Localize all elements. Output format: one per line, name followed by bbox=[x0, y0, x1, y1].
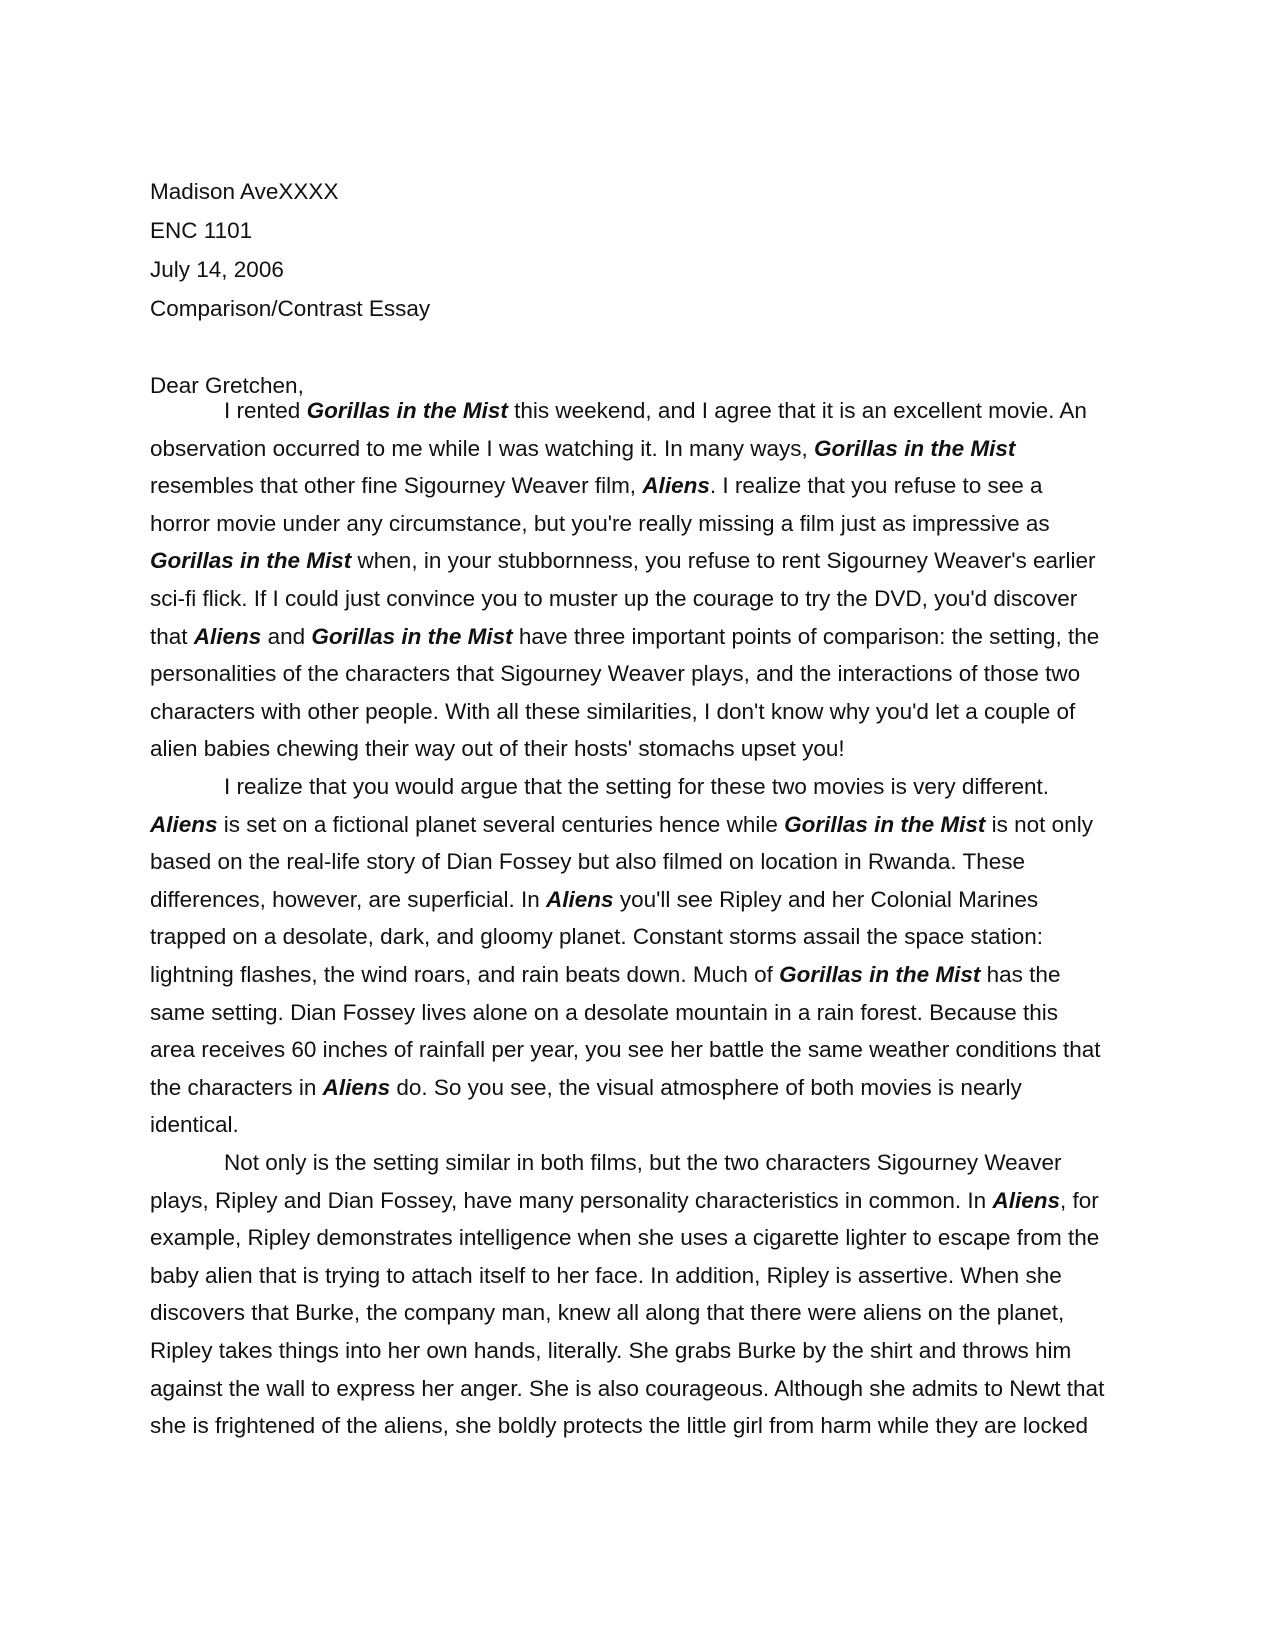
text-run: when, in your stubbornness, you refuse to rent Sigourney Weaver's earlier bbox=[351, 548, 1096, 574]
text-line bbox=[150, 1112, 239, 1138]
film-title: Aliens bbox=[150, 811, 218, 837]
text-line bbox=[150, 1338, 1071, 1364]
text-run: same setting. Dian Fossey lives alone on a desolate mountain in a rain forest. Because this bbox=[150, 999, 1058, 1025]
text-line bbox=[150, 1188, 1099, 1214]
assignment-title: Comparison/Contrast Essay bbox=[150, 296, 431, 321]
text-line bbox=[150, 548, 1096, 574]
text-line bbox=[150, 1263, 1062, 1289]
text-line bbox=[150, 1000, 1058, 1026]
film-title: Aliens bbox=[992, 1187, 1060, 1213]
text-run: trapped on a desolate, dark, and gloomy planet. Constant storms assail the space station: bbox=[150, 924, 1044, 950]
text-line bbox=[150, 1075, 1022, 1101]
text-line bbox=[150, 1225, 1099, 1251]
text-run: horror movie under any circumstance, but you're really missing a film just as impressive as bbox=[150, 510, 1050, 536]
text-run: Ripley takes things into her own hands, literally. She grabs Burke by the shirt and throws him bbox=[150, 1338, 1072, 1363]
film-title: Gorillas in the Mist bbox=[311, 623, 513, 649]
text-run: personalities of the characters that Sigourney Weaver plays, and the interactions of those two bbox=[150, 661, 1081, 687]
text-line bbox=[150, 586, 1077, 612]
text-line bbox=[150, 812, 1093, 838]
text-run: area receives 60 inches of rainfall per year, you see her battle the same weather conditions that bbox=[150, 1037, 1101, 1063]
essay-header bbox=[150, 172, 430, 328]
text-line bbox=[150, 1413, 1088, 1439]
film-title: Gorillas in the Mist bbox=[779, 962, 981, 987]
text-run: characters with other people. With all these similarities, I don't know why you'd let a couple of bbox=[150, 698, 1076, 724]
text-run: I rented bbox=[224, 398, 307, 423]
text-run: identical. bbox=[150, 1112, 239, 1138]
author-name: Madison AveXXXX bbox=[150, 179, 339, 204]
text-run: against the wall to express her anger. She is also courageous. Although she admits to Newt that bbox=[150, 1375, 1105, 1401]
text-run: resembles that other fine Sigourney Weaver film, bbox=[150, 473, 643, 499]
text-run: have three important points of comparison: the setting, the bbox=[512, 623, 1100, 649]
film-title: Aliens bbox=[193, 623, 262, 649]
text-run: the characters in bbox=[150, 1074, 323, 1100]
text-run: do. So you see, the visual atmosphere of both movies is nearly bbox=[390, 1074, 1022, 1100]
text-run: lightning flashes, the wind roars, and rain beats down. Much of bbox=[150, 962, 780, 987]
text-run: I realize that you would argue that the setting for these two movies is very different. bbox=[224, 774, 1050, 799]
film-title: Aliens bbox=[322, 1074, 391, 1100]
text-run: is set on a fictional planet several centuries hence while bbox=[217, 811, 785, 837]
text-run: . I realize that you refuse to see a bbox=[709, 473, 1043, 499]
text-line bbox=[150, 962, 1060, 988]
text-run: , for bbox=[1059, 1187, 1099, 1213]
text-run: she is frightened of the aliens, she boldly protects the little girl from harm while they are locked bbox=[150, 1413, 1088, 1439]
film-title: Aliens bbox=[546, 886, 614, 912]
text-line bbox=[150, 1037, 1101, 1063]
film-title: Gorillas in the Mist bbox=[784, 811, 986, 837]
text-line bbox=[150, 887, 1038, 913]
film-title: Gorillas in the Mist bbox=[814, 435, 1016, 461]
essay-date: July 14, 2006 bbox=[150, 257, 284, 282]
text-run: discovers that Burke, the company man, knew all along that there were aliens on the planet, bbox=[150, 1300, 1065, 1326]
film-title: Gorillas in the Mist bbox=[150, 548, 352, 574]
text-run: observation occurred to me while I was watching it. In many ways, bbox=[150, 435, 815, 461]
text-run: you'll see Ripley and her Colonial Marines bbox=[613, 886, 1039, 912]
text-line bbox=[150, 661, 1080, 687]
text-line bbox=[150, 849, 1025, 875]
film-title: Aliens bbox=[642, 473, 710, 499]
course-code: ENC 1101 bbox=[150, 218, 253, 243]
text-run: based on the real-life story of Dian Fossey but also filmed on location in Rwanda. These bbox=[150, 849, 1026, 875]
text-run: plays, Ripley and Dian Fossey, have many personality characteristics in common. In bbox=[150, 1187, 993, 1213]
text-run: has the bbox=[980, 962, 1061, 987]
text-line bbox=[150, 1300, 1064, 1326]
text-run: that bbox=[150, 623, 194, 649]
text-line bbox=[150, 511, 1050, 537]
text-run: alien babies chewing their way out of their hosts' stomachs upset you! bbox=[150, 736, 845, 762]
text-run: this weekend, and I agree that it is an excellent movie. An bbox=[507, 398, 1087, 423]
text-run: example, Ripley demonstrates intelligence when she uses a cigarette lighter to escape from the bbox=[150, 1225, 1100, 1251]
text-line bbox=[150, 1376, 1104, 1402]
text-run: and bbox=[261, 623, 312, 649]
text-line bbox=[150, 924, 1043, 950]
text-run: differences, however, are superficial. In bbox=[150, 886, 547, 912]
text-line bbox=[150, 736, 845, 762]
film-title: Gorillas in the Mist bbox=[306, 398, 508, 423]
text-line bbox=[224, 774, 1049, 800]
text-line bbox=[150, 473, 1043, 499]
text-run: baby alien that is trying to attach itself to her face. In addition, Ripley is assertive. When she bbox=[150, 1262, 1062, 1288]
salutation: Dear Gretchen, bbox=[150, 373, 304, 398]
text-run: is not only bbox=[985, 811, 1093, 837]
text-run: Not only is the setting similar in both films, but the two characters Sigourney Weaver bbox=[224, 1150, 1062, 1175]
text-line bbox=[150, 699, 1075, 725]
text-run: sci-fi flick. If I could just convince you to muster up the courage to try the DVD, you'd discover bbox=[150, 586, 1078, 611]
text-line bbox=[224, 1150, 1061, 1176]
text-line bbox=[224, 398, 1087, 424]
text-line bbox=[150, 624, 1099, 650]
text-line bbox=[150, 436, 1015, 462]
